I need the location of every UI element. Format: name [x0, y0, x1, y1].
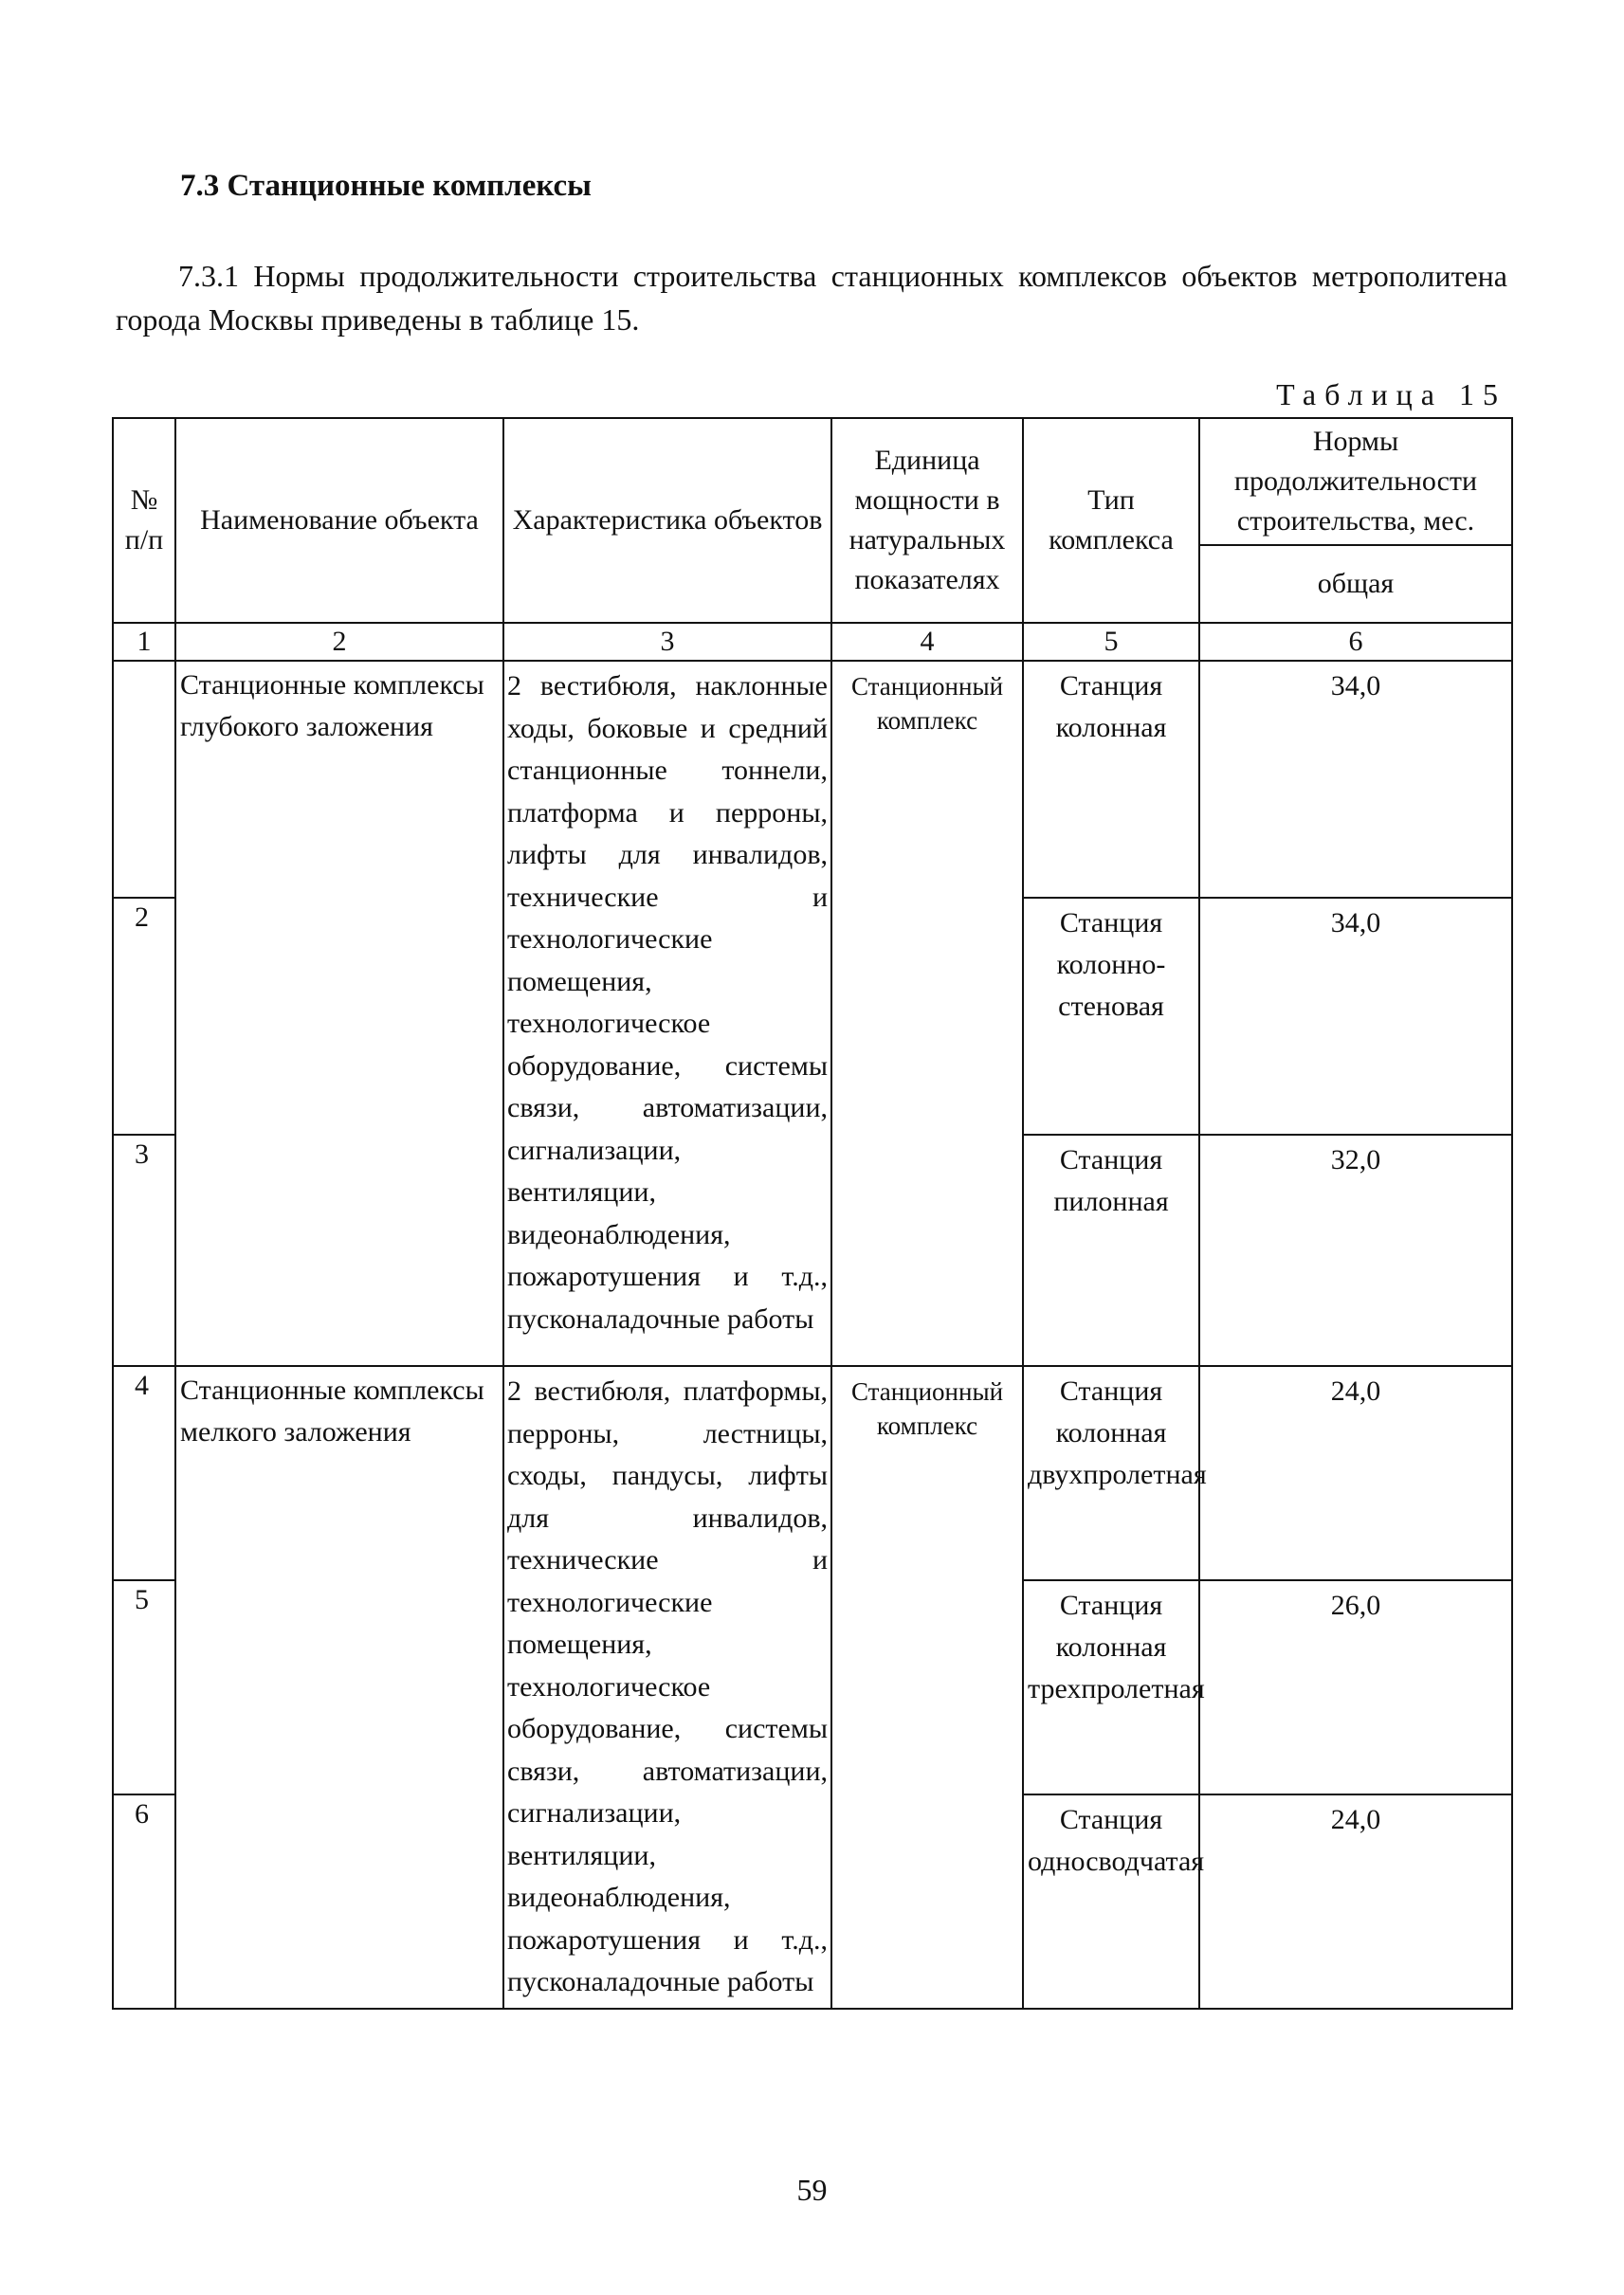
table-row — [113, 1366, 1512, 1580]
row-num: 5 — [113, 1580, 175, 1794]
norm-value: 26,0 — [1199, 1580, 1512, 1794]
group-deep — [113, 661, 1512, 1366]
column-number: 1 — [113, 623, 175, 661]
column-number: 5 — [1023, 623, 1199, 661]
norm-value: 34,0 — [1199, 898, 1512, 1135]
header-norms: Нормы продолжительности строительства, мес. — [1199, 418, 1512, 545]
header-characteristic: Характеристика объектов — [503, 418, 831, 623]
norm-value: 24,0 — [1199, 1794, 1512, 2009]
row-num: 6 — [113, 1794, 175, 2009]
group-shallow — [113, 1366, 1512, 2009]
norm-value: 24,0 — [1199, 1366, 1512, 1580]
intro-paragraph: 7.3.1 Нормы продолжительности строительства станционных комплексов объектов метрополитена города Москвы приведены в таблице 15. — [116, 259, 1507, 337]
norm-value: 34,0 — [1199, 661, 1512, 898]
column-number: 3 — [503, 623, 831, 661]
column-number: 2 — [175, 623, 503, 661]
row-num: 4 — [113, 1366, 175, 1580]
page-number: 59 — [796, 2173, 828, 2207]
complex-type: Станция колонная — [1023, 661, 1199, 898]
norms-table — [112, 417, 1513, 2010]
unit-of-capacity: Станционный комплекс — [831, 1366, 1023, 2009]
header-norms-sub: общая — [1199, 545, 1512, 623]
row-num: 2 — [113, 898, 175, 1135]
row-num — [113, 661, 175, 898]
table-row — [113, 661, 1512, 898]
complex-type: Станция колонная трехпролетная — [1023, 1580, 1199, 1794]
complex-type: Станция пилонная — [1023, 1135, 1199, 1366]
header-type: Тип комплекса — [1023, 418, 1199, 623]
complex-type: Станция колонная двухпролетная — [1023, 1366, 1199, 1580]
section-title: 7.3 Станционные комплексы — [180, 169, 592, 203]
header-num: № п/п — [113, 418, 175, 623]
header-unit: Единица мощности в натуральных показателях — [831, 418, 1023, 623]
complex-type: Станция односводчатая — [1023, 1794, 1199, 2009]
table-label: Таблица 15 — [1276, 377, 1506, 411]
unit-of-capacity: Станционный комплекс — [831, 661, 1023, 1366]
object-characteristic: 2 вестибюля, платформы, перроны, лестницы, сходы, пандусы, лифты для инвалидов, технические и технологические помещения, технологическое оборудование, системы связи, автоматизации, сигнализации, вентиляции, видеонаблюдения, пожаротушения и т.д., пусконаладочные работы — [503, 1366, 831, 2009]
column-number: 6 — [1199, 623, 1512, 661]
row-num: 3 — [113, 1135, 175, 1366]
object-characteristic: 2 вестибюля, наклонные ходы, боковые и средний станционные тоннели, платформа и перроны, лифты для инвалидов, технические и технологические помещения, технологическое оборудование, системы связи, автоматизации, сигнализации, вентиляции, видеонаблюдения, пожаротушения и т.д., пусконаладочные работы — [503, 661, 831, 1366]
norm-value: 32,0 — [1199, 1135, 1512, 1366]
object-name: Станционные комплексы мелкого заложения — [175, 1366, 503, 2009]
complex-type: Станция колонно-стеновая — [1023, 898, 1199, 1135]
header-name: Наименование объекта — [175, 418, 503, 623]
object-name: Станционные комплексы глубокого заложения — [175, 661, 503, 1366]
column-number-row — [113, 623, 1512, 661]
column-number: 4 — [831, 623, 1023, 661]
table-header — [113, 418, 1512, 623]
